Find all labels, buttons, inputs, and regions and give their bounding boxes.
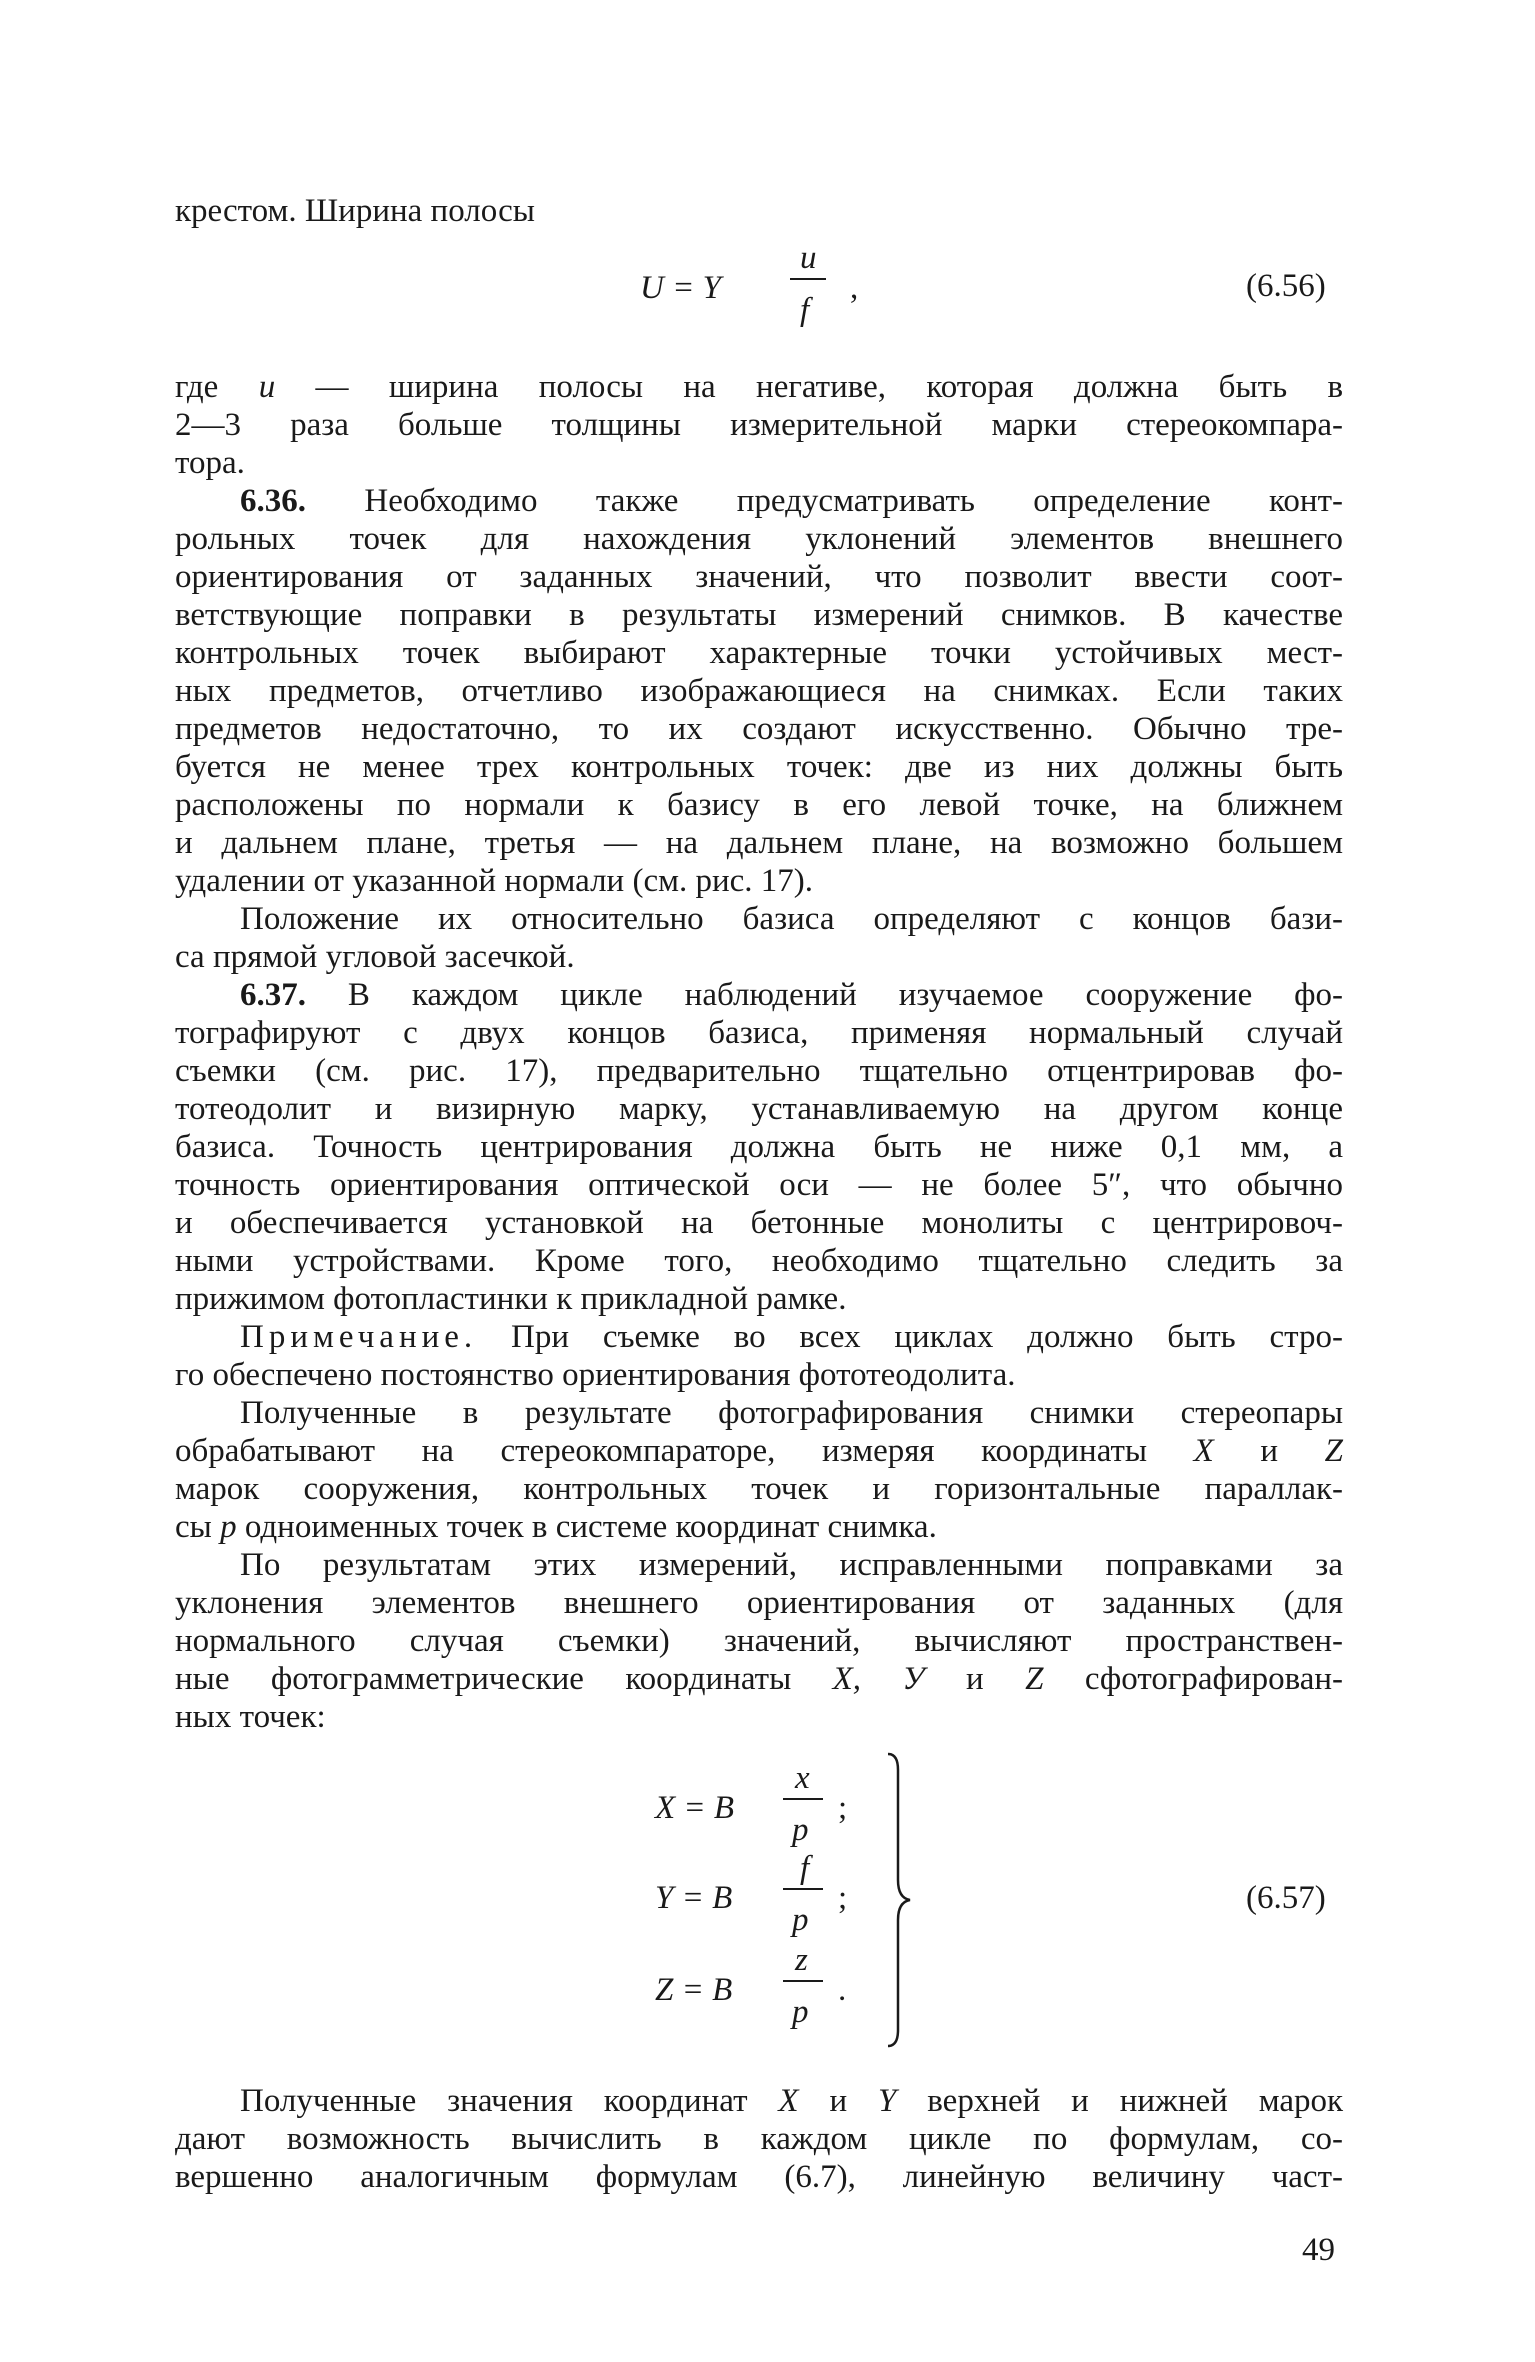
eq-row-2-numerator: f: [800, 1850, 810, 1886]
equation-number: (6.56): [1246, 268, 1326, 304]
text-line: ными устройствами. Кроме того, необходимо тщательно следить за: [175, 1243, 1343, 1279]
text-line: крестом. Ширина полосы: [175, 193, 535, 229]
text-line: базиса. Точность центрирования должна быть не ниже 0,1 мм, а: [175, 1129, 1343, 1165]
fraction-bar: [790, 278, 826, 280]
fraction-bar: [783, 1798, 823, 1800]
text-line: тора.: [175, 445, 245, 481]
eq-row-2-denominator: p: [792, 1902, 809, 1938]
text-line: 6.36. Необходимо также предусматривать определение конт-: [240, 483, 1343, 519]
eq-row-1-denominator: p: [792, 1812, 809, 1848]
fraction-bar: [783, 1888, 823, 1890]
text-line: ных точек:: [175, 1699, 326, 1735]
fraction-bar: [783, 1980, 823, 1982]
text-line: расположены по нормали к базису в его левой точке, на ближнем: [175, 787, 1343, 823]
text-line: са прямой угловой засечкой.: [175, 939, 575, 975]
eq-numerator: u: [800, 240, 817, 276]
text-line: 2—3 раза больше толщины измерительной марки стереокомпара-: [175, 407, 1343, 443]
text-line: нормального случая съемки) значений, вычисляют пространствен-: [175, 1623, 1343, 1659]
text-line: Полученные в результате фотографирования снимки стереопары: [240, 1395, 1343, 1431]
text-line: предметов недостаточно, то их создают искусственно. Обычно тре-: [175, 711, 1343, 747]
text-line: тографируют с двух концов базиса, применяя нормальный случай: [175, 1015, 1343, 1051]
eq-row-2-tail: ;: [838, 1880, 848, 1916]
note-line: Примечание. При съемке во всех циклах должно быть стро-: [240, 1319, 1343, 1355]
text-line: ные фотограмметрические координаты X, У и Z сфотографирован-: [175, 1661, 1344, 1697]
text-line: рольных точек для нахождения уклонений элементов внешнего: [175, 521, 1343, 557]
eq-row-3-numerator: z: [795, 1942, 808, 1978]
text-line: где u — ширина полосы на негативе, которая должна быть в: [175, 369, 1344, 405]
text-line: марок сооружения, контрольных точек и горизонтальные параллак-: [175, 1471, 1343, 1507]
eq-row-2-lhs: Y = B: [655, 1880, 733, 1916]
eq-row-3-tail: .: [838, 1972, 847, 2008]
text-line: и обеспечивается установкой на бетонные монолиты с центрировоч-: [175, 1205, 1343, 1241]
eq-row-3-lhs: Z = B: [655, 1972, 733, 2008]
text-line: ориентирования от заданных значений, что позволит ввести соот-: [175, 559, 1343, 595]
text-line: го обеспечено постоянство ориентирования фототеодолита.: [175, 1357, 1016, 1393]
eq-lhs: U = Y: [640, 270, 721, 306]
page-number: 49: [1302, 2232, 1335, 2268]
eq-denominator: f: [800, 292, 810, 328]
text-line: и дальнем плане, третья — на дальнем плане, на возможно большем: [175, 825, 1343, 861]
text-line: вершенно аналогичным формулам (6.7), линейную величину част-: [175, 2159, 1343, 2195]
eq-row-1-tail: ;: [838, 1790, 848, 1826]
text-line: дают возможность вычислить в каждом цикле по формулам, со-: [175, 2121, 1343, 2157]
text-line: По результатам этих измерений, исправленными поправками за: [240, 1547, 1343, 1583]
eq-row-1-numerator: x: [795, 1760, 810, 1796]
text-line: съемки (см. рис. 17), предварительно тщательно отцентрировав фо-: [175, 1053, 1343, 1089]
text-line: обрабатывают на стереокомпараторе, измеряя координаты X и Z: [175, 1433, 1343, 1469]
text-line: тотеодолит и визирную марку, устанавливаемую на другом конце: [175, 1091, 1343, 1127]
text-line: 6.37. В каждом цикле наблюдений изучаемое сооружение фо-: [240, 977, 1343, 1013]
eq-row-1-lhs: X = B: [655, 1790, 735, 1826]
right-brace-icon: [880, 1750, 920, 2050]
text-line: удалении от указанной нормали (см. рис. 17).: [175, 863, 814, 899]
text-line: буется не менее трех контрольных точек: две из них должны быть: [175, 749, 1343, 785]
text-line: Полученные значения координат X и Y верхней и нижней марок: [240, 2083, 1344, 2119]
text-line: уклонения элементов внешнего ориентирования от заданных (для: [175, 1585, 1343, 1621]
text-line: прижимом фотопластинки к прикладной рамке.: [175, 1281, 847, 1317]
eq-tail: ,: [850, 270, 859, 306]
text-line: ных предметов, отчетливо изображающиеся на снимках. Если таких: [175, 673, 1343, 709]
equation-number: (6.57): [1246, 1880, 1326, 1916]
eq-row-3-denominator: p: [792, 1994, 809, 2030]
text-line: контрольных точек выбирают характерные точки устойчивых мест-: [175, 635, 1343, 671]
text-line: сы p одноименных точек в системе координат снимка.: [175, 1509, 937, 1545]
text-line: Положение их относительно базиса определяют с концов бази-: [240, 901, 1343, 937]
text-line: точность ориентирования оптической оси — не более 5″, что обычно: [175, 1167, 1343, 1203]
text-line: ветствующие поправки в результаты измерений снимков. В качестве: [175, 597, 1343, 633]
